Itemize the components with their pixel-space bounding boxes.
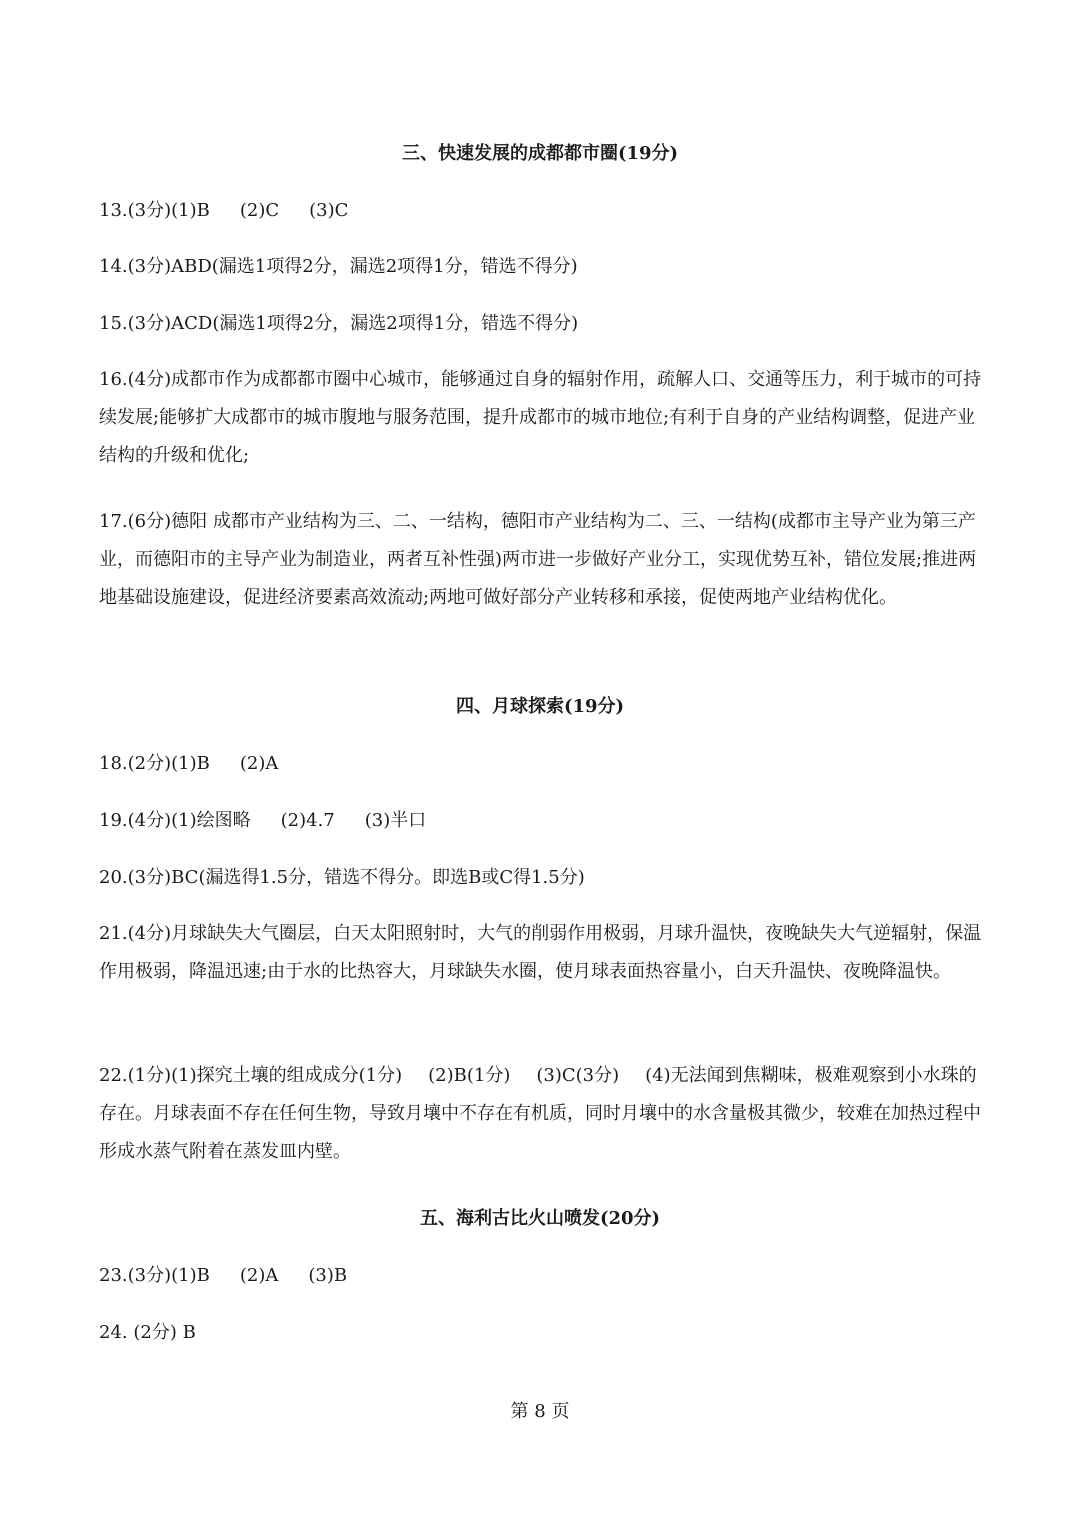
answer-part: (2)B(1分) — [428, 1065, 511, 1086]
answer-part: (1)绘图略 — [171, 810, 251, 831]
answer-number: 14.(3分) — [99, 256, 172, 277]
answer-text: 月球缺失大气圈层，白天太阳照射时，大气的削弱作用极弱，月球升温快，夜晚缺失大气逆辐射，保温作用极弱，降温迅速;由于水的比热容大，月球缺失水圈，使月球表面热容量小，白天升温快、夜晚降温快。 — [99, 923, 982, 982]
answer-15 — [99, 305, 984, 343]
answer-part: (1)B — [171, 753, 210, 774]
answer-24 — [99, 1314, 984, 1352]
answer-part: (3)C — [309, 200, 349, 221]
answer-22 — [99, 1057, 984, 1171]
answer-text: ACD(漏选1项得2分，漏选2项得1分，错选不得分) — [171, 313, 579, 334]
answer-18 — [99, 745, 984, 783]
answer-part: (2)A — [239, 1265, 279, 1286]
answer-number: 18.(2分) — [99, 753, 172, 774]
answer-21 — [99, 915, 984, 991]
answer-number: 15.(3分) — [99, 313, 172, 334]
answer-number: 20.(3分) — [99, 867, 172, 888]
answer-part: (3)C(3分) — [536, 1065, 620, 1086]
answer-part: (3)B — [308, 1265, 348, 1286]
answer-17 — [99, 503, 984, 617]
answer-23 — [99, 1257, 984, 1295]
page-number: 第 8 页 — [510, 1401, 570, 1422]
answer-number: 23.(3分) — [99, 1265, 172, 1286]
answer-number: 19.(4分) — [99, 810, 172, 831]
answer-part: (2)A — [239, 753, 279, 774]
answer-number: 24. (2分) — [99, 1322, 177, 1343]
answer-part: (2)4.7 — [280, 810, 335, 831]
answer-part: (2)C — [239, 200, 280, 221]
answer-13 — [99, 192, 984, 230]
answer-number: 17.(6分) — [99, 511, 172, 532]
answer-part: (1)B — [171, 200, 210, 221]
answer-number: 21.(4分) — [99, 923, 172, 944]
answer-16 — [99, 361, 984, 475]
answer-number: 16.(4分) — [99, 369, 172, 390]
answer-text: B — [182, 1322, 196, 1343]
answer-text: (4)无法闻到焦糊味，极难观察到小水珠的存在。月球表面不存在任何生物，导致月壤中不存在有机质，同时月壤中的水含量极其微少，较难在加热过程中形成水蒸气附着在蒸发皿内壁。 — [99, 1065, 981, 1162]
answer-text: ABD(漏选1项得2分，漏选2项得1分，错选不得分) — [171, 256, 578, 277]
section-heading-4: 四、月球探索(19分) — [455, 696, 625, 717]
answer-text: BC(漏选得1.5分，错选不得分。即选B或C得1.5分) — [171, 867, 585, 888]
answer-text: 德阳 成都市产业结构为三、二、一结构，德阳市产业结构为二、三、一结构(成都市主导产业为第三产业，而德阳市的主导产业为制造业，两者互补性强)两市进一步做好产业分工，实现优势互补，错位发展;推进两地基础设施建设，促进经济要素高效流动;两地可做好部分产业转移和承接，促使两地产业结构优化。 — [99, 511, 977, 608]
answer-number: 22.(1分) — [99, 1065, 172, 1086]
answer-20 — [99, 859, 984, 897]
answer-part: (3)半口 — [364, 810, 427, 831]
section-heading-5: 五、海利古比火山喷发(20分) — [419, 1208, 661, 1229]
section-heading-3: 三、快速发展的成都都市圈(19分) — [401, 143, 679, 164]
answer-part: (1)探究土壤的组成成分(1分) — [171, 1065, 403, 1086]
answer-14 — [99, 248, 984, 286]
answer-19 — [99, 802, 984, 840]
answer-number: 13.(3分) — [99, 200, 172, 221]
answer-part: (1)B — [171, 1265, 210, 1286]
answer-text: 成都市作为成都都市圈中心城市，能够通过自身的辐射作用，疏解人口、交通等压力，利于城市的可持续发展;能够扩大成都市的城市腹地与服务范围，提升成都市的城市地位;有利于自身的产业结构调整，促进产业结构的升级和优化; — [99, 369, 982, 466]
